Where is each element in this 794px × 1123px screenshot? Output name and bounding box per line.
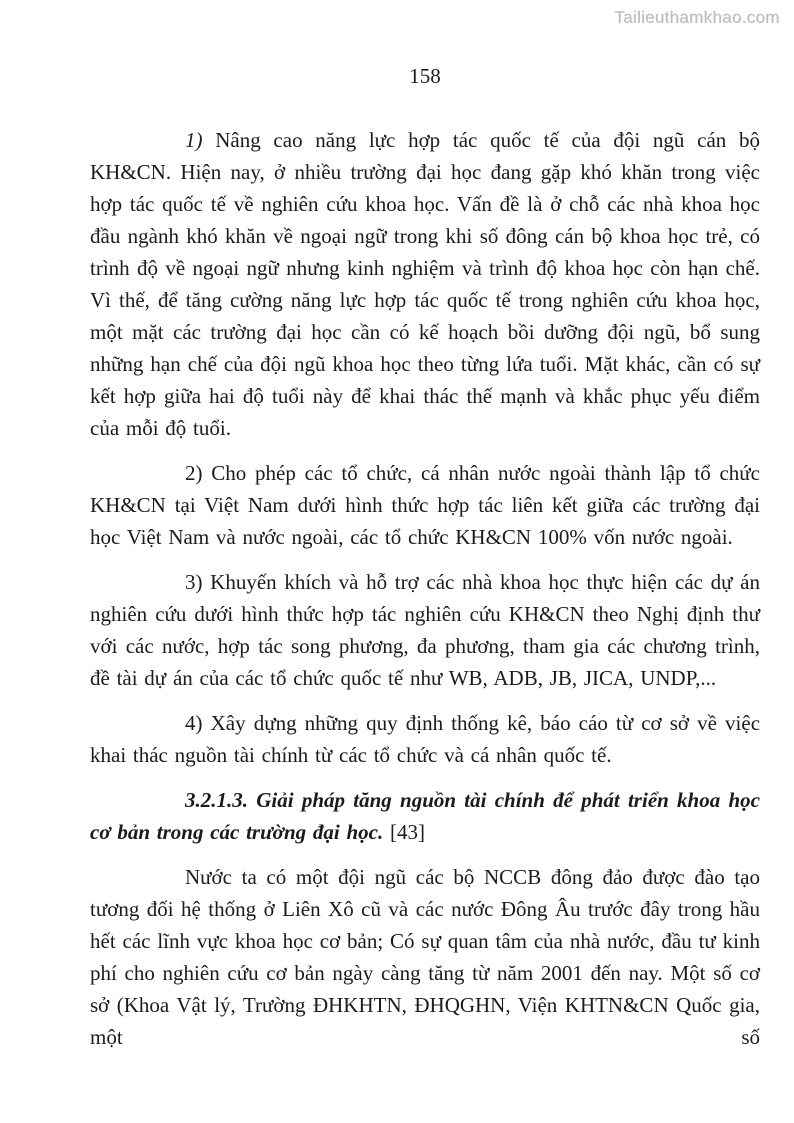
watermark: Tailieuthamkhao.com <box>614 8 780 27</box>
paragraph-4-text: Xây dựng những quy định thống kê, báo cáo từ cơ sở về việc khai thác nguồn tài chính từ các tổ chức và cá nhân quốc tế. <box>90 711 761 767</box>
paragraph-5-text: Nước ta có một đội ngũ các bộ NCCB đông đảo được đào tạo tương đối hệ thống ở Liên Xô cũ và các nước Đông Âu trước đây trong hầu hết các lĩnh vực khoa học cơ bản; Có sự quan tâm của nhà nước, đầu tư kinh phí cho nghiên cứu cơ bản ngày càng tăng từ năm 2001 đến nay. Một số cơ sở (Khoa Vật lý, Trường ĐHKHTN, ĐHQGHN, Viện KHTN&CN Quốc gia, một số <box>90 865 760 1049</box>
list-marker-4: 4) <box>185 711 203 735</box>
paragraph-2-text: Cho phép các tổ chức, cá nhân nước ngoài thành lập tổ chức KH&CN tại Việt Nam dưới hình thức hợp tác liên kết giữa các trường đại học Việt Nam và nước ngoài, các tổ chức KH&CN 100% vốn nước ngoài. <box>90 461 761 549</box>
list-marker-2: 2) <box>185 461 203 485</box>
page-number: 158 <box>409 64 441 88</box>
section-heading <box>90 784 760 848</box>
page-content <box>90 124 760 1053</box>
citation-reference: [43] <box>389 820 425 844</box>
list-marker-1: 1) <box>185 128 203 152</box>
section-heading-text: 3.2.1.3. Giải pháp tăng nguồn tài chính để phát triển khoa học cơ bản trong các trường đại học. <box>90 788 760 844</box>
paragraph-4 <box>90 707 760 771</box>
paragraph-3-text: Khuyến khích và hỗ trợ các nhà khoa học thực hiện các dự án nghiên cứu dưới hình thức hợp tác nghiên cứu KH&CN theo Nghị định thư với các nước, hợp tác song phương, đa phương, tham gia các chương trình, đề tài dự án của các tổ chức quốc tế như WB, ADB, JB, JICA, UNDP,... <box>90 570 760 690</box>
paragraph-5 <box>90 861 760 1053</box>
list-marker-3: 3) <box>185 570 203 594</box>
paragraph-3 <box>90 566 760 694</box>
paragraph-1 <box>90 124 760 444</box>
paragraph-2 <box>90 457 760 553</box>
paragraph-1-text: Nâng cao năng lực hợp tác quốc tế của đội ngũ cán bộ KH&CN. Hiện nay, ở nhiều trường đại học đang gặp khó khăn trong việc hợp tác quốc tế về nghiên cứu khoa học. Vấn đề là ở chỗ các nhà khoa học đầu ngành khó khăn về ngoại ngữ trong khi số đông cán bộ khoa học trẻ, có trình độ về ngoại ngữ nhưng kinh nghiệm và trình độ khoa học còn hạn chế. Vì thế, để tăng cường năng lực hợp tác quốc tế trong nghiên cứu khoa học, một mặt các trường đại học cần có kế hoạch bồi dưỡng đội ngũ, bổ sung những hạn chế của đội ngũ khoa học theo từng lứa tuổi. Mặt khác, cần có sự kết hợp giữa hai độ tuổi này để khai thác thế mạnh và khắc phục yếu điểm của mỗi độ tuổi. <box>90 128 760 440</box>
